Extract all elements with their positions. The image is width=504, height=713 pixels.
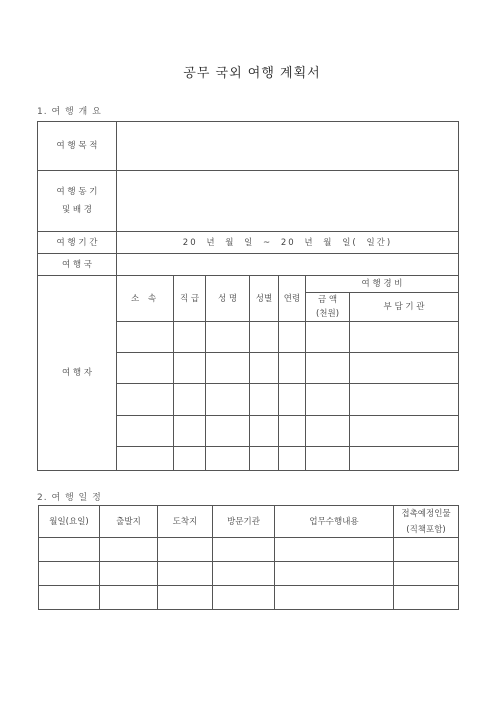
overview-table [37,121,459,471]
traveler-cell[interactable] [350,353,459,384]
schedule-cell[interactable] [39,586,100,610]
document-title: 공무 국외 여행 계획서 [183,66,321,81]
traveler-label: 여 행 자 [38,276,117,471]
schedule-cell[interactable] [394,586,459,610]
traveler-cell[interactable] [306,353,350,384]
col-departure: 출발지 [100,506,158,538]
traveler-cell[interactable] [350,416,459,447]
schedule-cell[interactable] [100,562,158,586]
traveler-cell[interactable] [306,322,350,353]
schedule-row [39,538,459,562]
schedule-cell[interactable] [39,538,100,562]
period-field[interactable]: 20 년 월 일 ~ 20 년 월 일( 일간) [117,232,459,254]
col-arrival: 도착지 [158,506,213,538]
schedule-cell[interactable] [158,562,213,586]
traveler-cell[interactable] [117,353,174,384]
schedule-cell[interactable] [213,586,275,610]
traveler-cell[interactable] [350,384,459,416]
col-amount [306,293,350,322]
motive-label [38,171,117,232]
schedule-cell[interactable] [213,562,275,586]
traveler-cell[interactable] [117,416,174,447]
traveler-cell[interactable] [117,322,174,353]
traveler-cell[interactable] [250,447,279,471]
col-date: 월일(요일) [39,506,100,538]
traveler-cell[interactable] [250,353,279,384]
traveler-cell[interactable] [279,353,306,384]
traveler-cell[interactable] [250,416,279,447]
section-2-heading: 2. 여 행 일 정 [37,493,102,503]
country-field[interactable] [117,254,459,276]
schedule-row [39,586,459,610]
traveler-cell[interactable] [279,384,306,416]
col-name: 성 명 [206,276,250,322]
purpose-field[interactable] [117,122,459,171]
traveler-cell[interactable] [279,416,306,447]
traveler-cell[interactable] [174,384,206,416]
schedule-cell[interactable] [158,586,213,610]
traveler-cell[interactable] [174,416,206,447]
traveler-cell[interactable] [117,384,174,416]
purpose-label: 여 행 목 적 [38,122,117,171]
traveler-cell[interactable] [279,447,306,471]
schedule-cell[interactable] [213,538,275,562]
schedule-cell[interactable] [100,538,158,562]
traveler-cell[interactable] [279,322,306,353]
col-amount-line2: (천원) [315,309,340,319]
schedule-cell[interactable] [394,562,459,586]
col-visit-org: 방문기관 [213,506,275,538]
schedule-cell[interactable] [158,538,213,562]
traveler-cell[interactable] [350,322,459,353]
col-amount-line1: 금 액 [317,295,338,305]
col-rank: 직 급 [174,276,206,322]
col-burden: 부 담 기 관 [350,293,459,322]
traveler-cell[interactable] [306,447,350,471]
traveler-cell[interactable] [206,384,250,416]
traveler-cell[interactable] [250,322,279,353]
schedule-cell[interactable] [275,562,394,586]
motive-label-line1: 여 행 동 기 [56,187,98,197]
section-1-heading: 1. 여 행 개 요 [37,107,102,117]
traveler-cell[interactable] [250,384,279,416]
motive-field[interactable] [117,171,459,232]
col-age: 연령 [279,276,306,322]
period-label: 여 행 기 간 [38,232,117,254]
motive-label-line2: 및 배 경 [61,205,93,215]
traveler-cell[interactable] [206,322,250,353]
traveler-cell[interactable] [174,322,206,353]
schedule-cell[interactable] [275,586,394,610]
traveler-cell[interactable] [206,416,250,447]
schedule-row [39,562,459,586]
col-contact-line2: (직책포함) [406,524,446,535]
schedule-cell[interactable] [100,586,158,610]
traveler-cell[interactable] [117,447,174,471]
col-contact-line1: 접촉예정인물 [401,508,451,519]
traveler-cell[interactable] [206,353,250,384]
col-gender: 성별 [250,276,279,322]
col-affiliation: 소 속 [117,276,174,322]
traveler-cell[interactable] [306,384,350,416]
col-contact [394,506,459,538]
traveler-cell[interactable] [306,416,350,447]
traveler-cell[interactable] [174,447,206,471]
schedule-cell[interactable] [275,538,394,562]
col-expense: 여 행 경 비 [306,276,459,293]
country-label: 여 행 국 [38,254,117,276]
traveler-cell[interactable] [206,447,250,471]
traveler-cell[interactable] [174,353,206,384]
col-task: 업무수행내용 [275,506,394,538]
traveler-cell[interactable] [350,447,459,471]
schedule-cell[interactable] [394,538,459,562]
schedule-cell[interactable] [39,562,100,586]
schedule-table [38,505,459,610]
